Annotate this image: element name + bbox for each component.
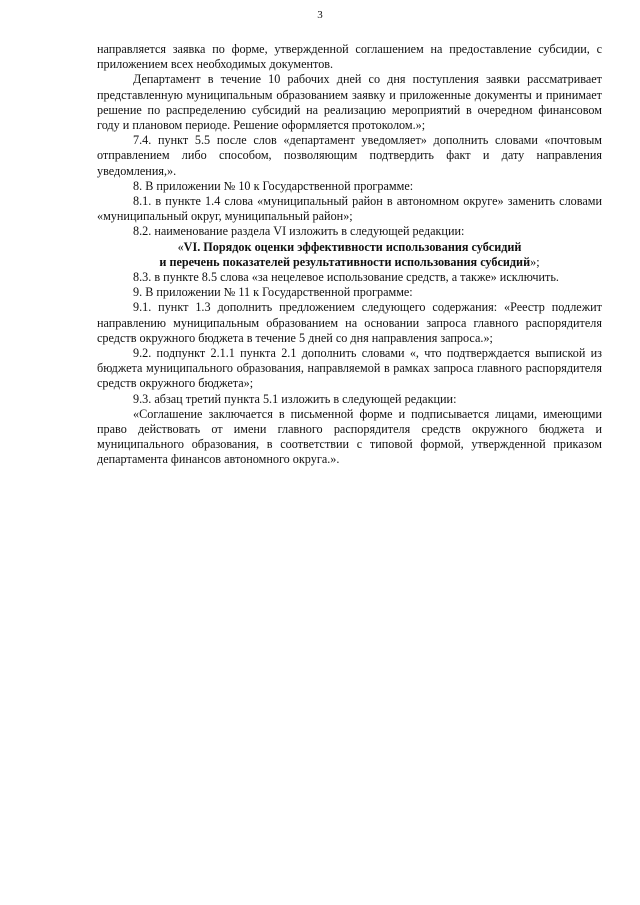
paragraph-agreement-quote: «Соглашение заключается в письменной форме и подписывается лицами, имеющими право действовать от имени главного распорядителя средств окружного бюджета и муниципального образования, в соответствии с типовой формой, утвержденной приказом департамента финансов автономного округа.». [97, 406, 602, 467]
paragraph-7-4: 7.4. пункт 5.5 после слов «департамент уведомляет» дополнить словами «почтовым отправлением либо способом, позволяющим подтвердить факт и дату направления уведомления,». [97, 133, 602, 178]
heading-title-line-1: VI. Порядок оценки эффективности использования субсидий [183, 239, 522, 254]
heading-title-line-2: и перечень показателей результативности использования субсидий [159, 254, 531, 269]
paragraph-department-review: Департамент в течение 10 рабочих дней со дня поступления заявки рассматривает представленную муниципальным образованием заявку и приложенные документы и принимает решение по распределению субсидий на реализацию мероприятий в очередном финансовом году и плановом периоде. Решение оформляется протоколом.»; [97, 72, 602, 133]
heading-open-quote: « [177, 239, 184, 254]
page-number: 3 [317, 9, 323, 21]
paragraph-9-1: 9.1. пункт 1.3 дополнить предложением следующего содержания: «Реестр подлежит направлению муниципальным образованием на основании запроса главного распорядителя средств окружного бюджета в течение 5 дней со дня направления запроса.»; [97, 300, 602, 345]
document-body [97, 42, 602, 468]
paragraph-9-3: 9.3. абзац третий пункта 5.1 изложить в следующей редакции: [133, 391, 457, 406]
paragraph-continuation: направляется заявка по форме, утвержденной соглашением на предоставление субсидии, с приложением всех необходимых документов. [97, 42, 602, 72]
paragraph-8-2: 8.2. наименование раздела VI изложить в следующей редакции: [133, 224, 465, 239]
heading-close-quote: »; [530, 254, 540, 269]
paragraph-8-3: 8.3. в пункте 8.5 слова «за нецелевое использование средств, а также» исключить. [133, 270, 559, 285]
paragraph-8: 8. В приложении № 10 к Государственной программе: [133, 178, 414, 193]
section-heading [97, 240, 602, 270]
paragraph-9-2: 9.2. подпункт 2.1.1 пункта 2.1 дополнить словами «, что подтверждается выпиской из бюджета муниципального образования, направляемой в рамках запроса главного распорядителя средств окружного бюджета»; [97, 346, 602, 391]
paragraph-8-1: 8.1. в пункте 1.4 слова «муниципальный район в автономном округе» заменить словами «муниципальный округ, муниципальный район»; [97, 194, 602, 224]
paragraph-9: 9. В приложении № 11 к Государственной программе: [133, 285, 413, 300]
section-heading-line-1 [97, 240, 602, 255]
section-heading-line-2 [97, 255, 602, 270]
